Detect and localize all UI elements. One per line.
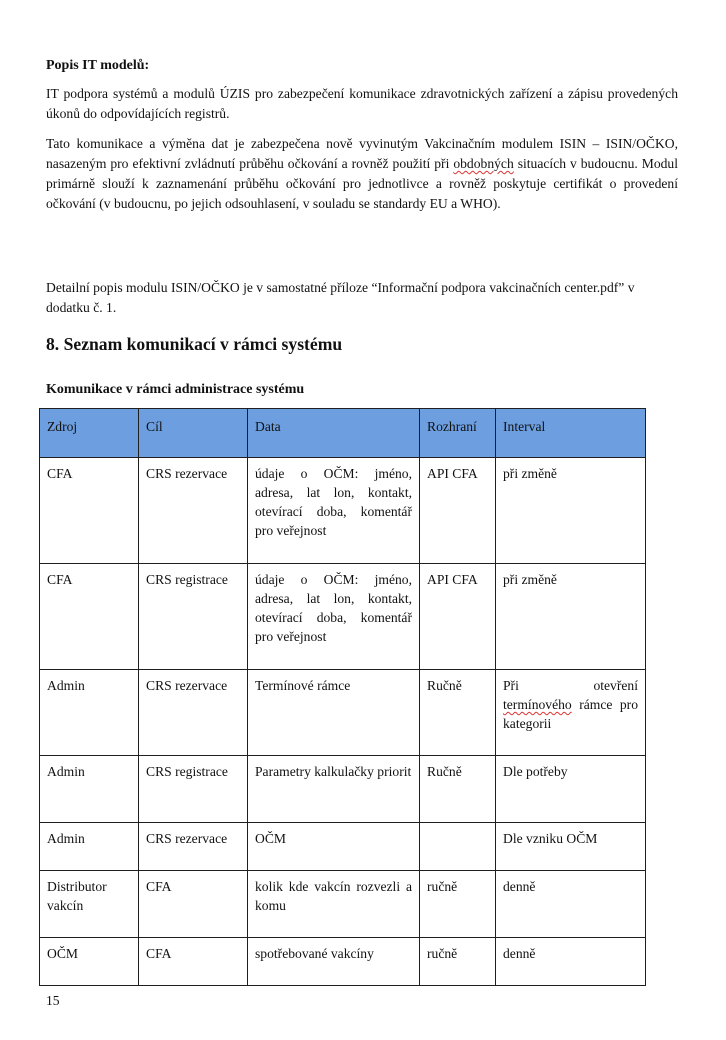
column-header-zdroj: Zdroj <box>40 409 139 458</box>
cell-cil: CRS rezervace <box>139 458 248 564</box>
cell-rozhrani: API CFA <box>420 458 496 564</box>
cell-cil: CFA <box>139 871 248 938</box>
table-row <box>40 458 646 564</box>
paragraph-vaccination-module <box>46 134 678 214</box>
cell-zdroj: CFA <box>40 564 139 670</box>
cell-interval: Dle vzniku OČM <box>496 823 646 871</box>
cell-interval: při změně <box>496 564 646 670</box>
cell-zdroj: CFA <box>40 458 139 564</box>
cell-rozhrani: Ručně <box>420 670 496 756</box>
cell-data: OČM <box>248 823 420 871</box>
paragraph-text-part: Tato komunikace a výměna dat je zabezpečena nově vyvinutým Vakcinačním modulem ISIN – ISIN/OČKO, nasazeným pro efektivní zvládnutí průběhu očkování a rovněž použití při <box>46 136 678 171</box>
spellcheck-flagged-word: obdobných <box>453 156 514 171</box>
table-row <box>40 564 646 670</box>
section-title: Popis IT modelů: <box>46 58 150 73</box>
cell-rozhrani: ručně <box>420 938 496 986</box>
table-row <box>40 756 646 823</box>
paragraph-text-part: situacích v budoucnu. Modul primárně slouží k zaznamenání průběhu očkování pro jednotlivce a rovněž poskytuje certifikát o provedení očkování (v budoucnu, po jejich odsouhlasení, v souladu se standardy EU a WHO). <box>46 156 678 211</box>
cell-interval: při změně <box>496 458 646 564</box>
cell-zdroj: OČM <box>40 938 139 986</box>
cell-interval: Dle potřeby <box>496 756 646 823</box>
table-row <box>40 823 646 871</box>
cell-zdroj: Admin <box>40 756 139 823</box>
cell-data: údaje o OČM: jméno, adresa, lat lon, kontakt, otevírací doba, komentář pro veřejnost <box>248 458 420 564</box>
cell-data: spotřebované vakcíny <box>248 938 420 986</box>
chapter-heading: 8. Seznam komunikací v rámci systému <box>46 334 343 354</box>
cell-text-part: Při otevření <box>503 678 638 693</box>
cell-cil: CRS registrace <box>139 756 248 823</box>
column-header-data: Data <box>248 409 420 458</box>
table-row <box>40 938 646 986</box>
cell-cil: CRS registrace <box>139 564 248 670</box>
paragraph-it-support: IT podpora systémů a modulů ÚZIS pro zabezpečení komunikace zdravotnických zařízení a zápisu provedených úkonů do odpovídajících registrů. <box>46 86 678 121</box>
cell-data: Termínové rámce <box>248 670 420 756</box>
cell-data: kolik kde vakcín rozvezli a komu <box>248 871 420 938</box>
spellcheck-flagged-word: termínového <box>503 697 572 712</box>
page-number: 15 <box>46 993 60 1008</box>
cell-zdroj: Admin <box>40 823 139 871</box>
cell-data: Parametry kalkulačky priorit <box>248 756 420 823</box>
cell-text-part: rámce pro kategorii <box>503 697 638 731</box>
cell-cil: CRS rezervace <box>139 823 248 871</box>
paragraph-detail-reference: Detailní popis modulu ISIN/OČKO je v samostatné příloze “Informační podpora vakcinačních center.pdf” v dodatku č. 1. <box>46 280 635 315</box>
column-header-rozhrani: Rozhraní <box>420 409 496 458</box>
table-header-row <box>40 409 646 458</box>
column-header-cil: Cíl <box>139 409 248 458</box>
cell-interval: denně <box>496 938 646 986</box>
column-header-interval: Interval <box>496 409 646 458</box>
table-row <box>40 871 646 938</box>
cell-rozhrani: API CFA <box>420 564 496 670</box>
cell-rozhrani <box>420 823 496 871</box>
table-row <box>40 670 646 756</box>
table-subheading: Komunikace v rámci administrace systému <box>46 382 305 397</box>
communication-table <box>39 408 646 986</box>
cell-zdroj: Distributor vakcín <box>40 871 139 938</box>
cell-cil: CFA <box>139 938 248 986</box>
cell-data: údaje o OČM: jméno, adresa, lat lon, kontakt, otevírací doba, komentář pro veřejnost <box>248 564 420 670</box>
cell-interval: denně <box>496 871 646 938</box>
cell-interval <box>496 670 646 756</box>
cell-rozhrani: ručně <box>420 871 496 938</box>
cell-zdroj: Admin <box>40 670 139 756</box>
cell-rozhrani: Ručně <box>420 756 496 823</box>
cell-cil: CRS rezervace <box>139 670 248 756</box>
